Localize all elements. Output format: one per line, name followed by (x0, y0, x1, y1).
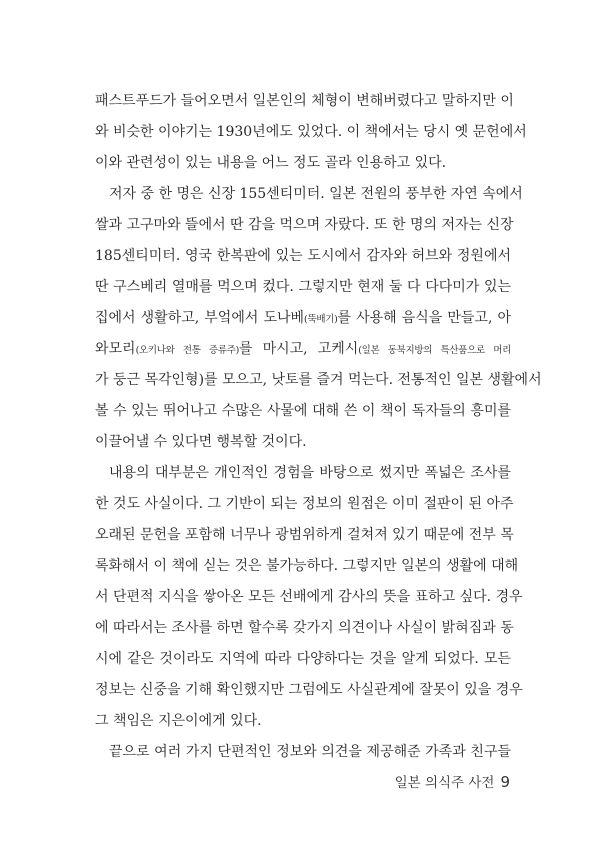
gloss-note: (일본 동북지방의 특산품으로 머리 (358, 345, 511, 356)
text-line: 서 단편적 지식을 쌓아온 모든 선배에게 감사의 뜻을 표하고 싶다. 경우 (95, 589, 523, 605)
text-line: 가 둥근 목각인형)를 모으고, 낫토를 즐겨 먹는다. 전통적인 일본 생활에서 (95, 372, 542, 388)
page-footer (395, 771, 510, 791)
paragraph-first-line: 내용의 대부분은 개인적인 경험을 바탕으로 썼지만 폭넓은 조사를 (109, 465, 511, 481)
text-line: 와 비슷한 이야기는 1930년에도 있었다. 이 책에서는 당시 옛 문헌에서 (95, 124, 527, 140)
text-line: 185센티미터. 영국 한복판에 있는 도시에서 감자와 허브와 정원에서 (95, 248, 511, 264)
text-line: 집에서 생활하고, 부엌에서 도나베(뚝배기)를 사용해 음식을 만들고, 아 (95, 310, 512, 326)
gloss-note: (오키나와 전통 증류주) (135, 345, 239, 356)
text-line: 오래된 문헌을 포함해 너무나 광범위하게 걸쳐져 있기 때문에 전부 목 (95, 527, 514, 543)
text-line: 이끌어낼 수 있다면 행복할 것이다. (95, 434, 307, 450)
text-line: 패스트푸드가 들어오면서 일본인의 체형이 변해버렸다고 말하지만 이 (95, 93, 514, 109)
text-line: 쌀과 고구마와 뜰에서 딴 감을 먹으며 자랐다. 또 한 명의 저자는 신장 (95, 217, 514, 233)
text-line: 딴 구스베리 열매를 먹으며 컸다. 그렇지만 현재 둘 다 다다미가 있는 (95, 279, 511, 295)
text-line: 시에 같은 것이라도 지역에 따라 다양하다는 것을 알게 되었다. 모든 (95, 651, 511, 667)
text-line: 록화해서 이 책에 싣는 것은 불가능하다. 그렇지만 일본의 생활에 대해 (95, 558, 519, 574)
paragraph-first-line: 저자 중 한 명은 신장 155센티미터. 일본 전원의 풍부한 자연 속에서 (109, 186, 523, 202)
text-line: 이와 관련성이 있는 내용을 어느 정도 골라 인용하고 있다. (95, 155, 447, 171)
gloss-note: (뚝배기) (304, 314, 338, 325)
text-line: 에 따라서는 조사를 하면 할수록 갖가지 의견이나 사실이 밝혀짐과 동 (95, 620, 514, 636)
text-line: 와모리(오키나와 전통 증류주)를 마시고, 고케시(일본 동북지방의 특산품으로 머리 (95, 341, 511, 357)
text-line: 한 것도 사실이다. 그 기반이 되는 정보의 원점은 이미 절판이 된 아주 (95, 496, 514, 512)
running-title: 일본 의식주 사전 (394, 775, 495, 791)
text-line: 볼 수 있는 뛰어나고 수많은 사물에 대해 쓴 이 책이 독자들의 흥미를 (95, 403, 511, 419)
paragraph-first-line: 끝으로 여러 가지 단편적인 정보와 의견을 제공해준 가족과 친구들 (109, 744, 511, 760)
page-number: 9 (500, 773, 510, 791)
body-text (95, 86, 542, 768)
text-line: 그 책임은 지은이에게 있다. (95, 713, 262, 729)
text-line: 정보는 신중을 기해 확인했지만 그럼에도 사실관계에 잘못이 있을 경우 (95, 682, 523, 698)
